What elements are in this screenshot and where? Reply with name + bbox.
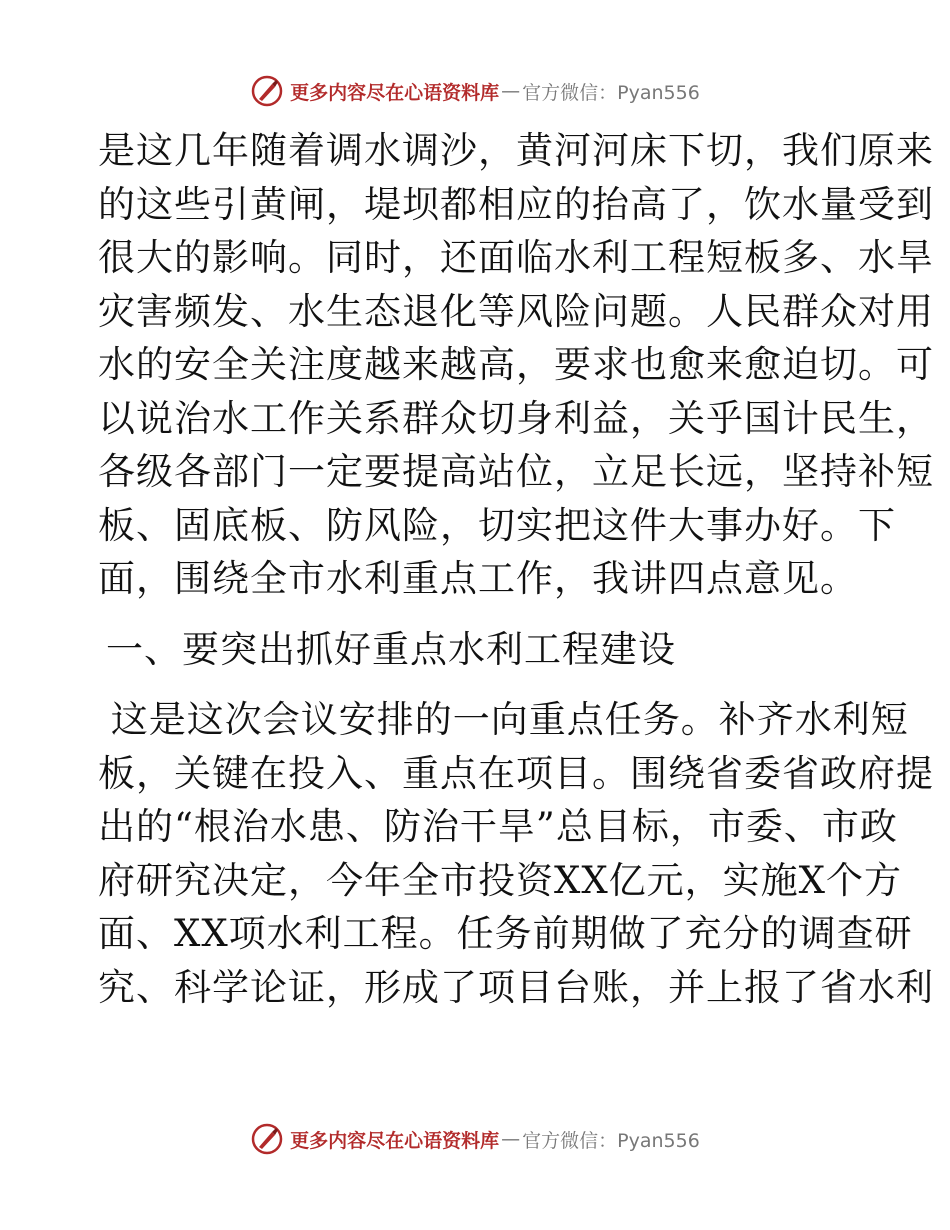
text-line: 的这些引黄闸，堤坝都相应的抬高了，饮水量受到 <box>98 182 934 226</box>
banner-contact-text: 官方微信：Pyan556 <box>522 81 700 104</box>
paragraph-2 <box>98 693 934 1014</box>
text-line: 是这几年随着调水调沙，黄河河床下切，我们原来 <box>98 129 934 172</box>
text-line: 以说治水工作关系群众切身利益，关乎国计民生， <box>98 396 934 440</box>
text-line: 灾害频发、水生态退化等风险问题。人民群众对用 <box>98 289 934 333</box>
header-watermark-banner <box>0 74 950 108</box>
text-line: 出的“根治水患、防治干旱”总目标，市委、市政 <box>98 805 898 848</box>
banner-contact-text: 官方微信：Pyan556 <box>522 1129 700 1152</box>
text-line: 板、固底板、防风险，切实把这件大事办好。下 <box>98 503 896 547</box>
pen-circle-logo-icon <box>250 1122 284 1156</box>
text-line: 这是这次会议安排的一向重点任务。补齐水利短 <box>98 698 909 741</box>
text-line: 各级各部门一定要提高站位，立足长远，坚持补短 <box>98 450 934 493</box>
text-line: 板，关键在投入、重点在项目。围绕省委省政府提 <box>98 751 934 795</box>
banner-separator: — <box>501 1128 521 1150</box>
text-line: 面，围绕全市水利重点工作，我讲四点意见。 <box>98 557 858 600</box>
text-line: 府研究决定，今年全市投资XX亿元，实施X个方 <box>98 858 903 902</box>
section-heading: 一、要突出抓好重点水利工程建设 <box>106 627 676 671</box>
text-line: 水的安全关注度越来越高，要求也愈来愈迫切。可 <box>98 343 934 386</box>
text-line: 究、科学论证，形成了项目台账，并上报了省水利 <box>98 965 934 1009</box>
text-line: 面、XX项水利工程。任务前期做了充分的调查研 <box>98 912 913 955</box>
banner-brand-text: 更多内容尽在心语资料库 <box>290 1129 500 1152</box>
footer-watermark-banner <box>0 1122 950 1156</box>
banner-separator: — <box>501 80 521 102</box>
banner-brand-text: 更多内容尽在心语资料库 <box>290 81 500 104</box>
pen-circle-logo-icon <box>250 74 284 108</box>
text-line: 很大的影响。同时，还面临水利工程短板多、水旱 <box>98 236 934 279</box>
paragraph-1 <box>98 124 934 606</box>
document-body <box>98 124 934 1014</box>
